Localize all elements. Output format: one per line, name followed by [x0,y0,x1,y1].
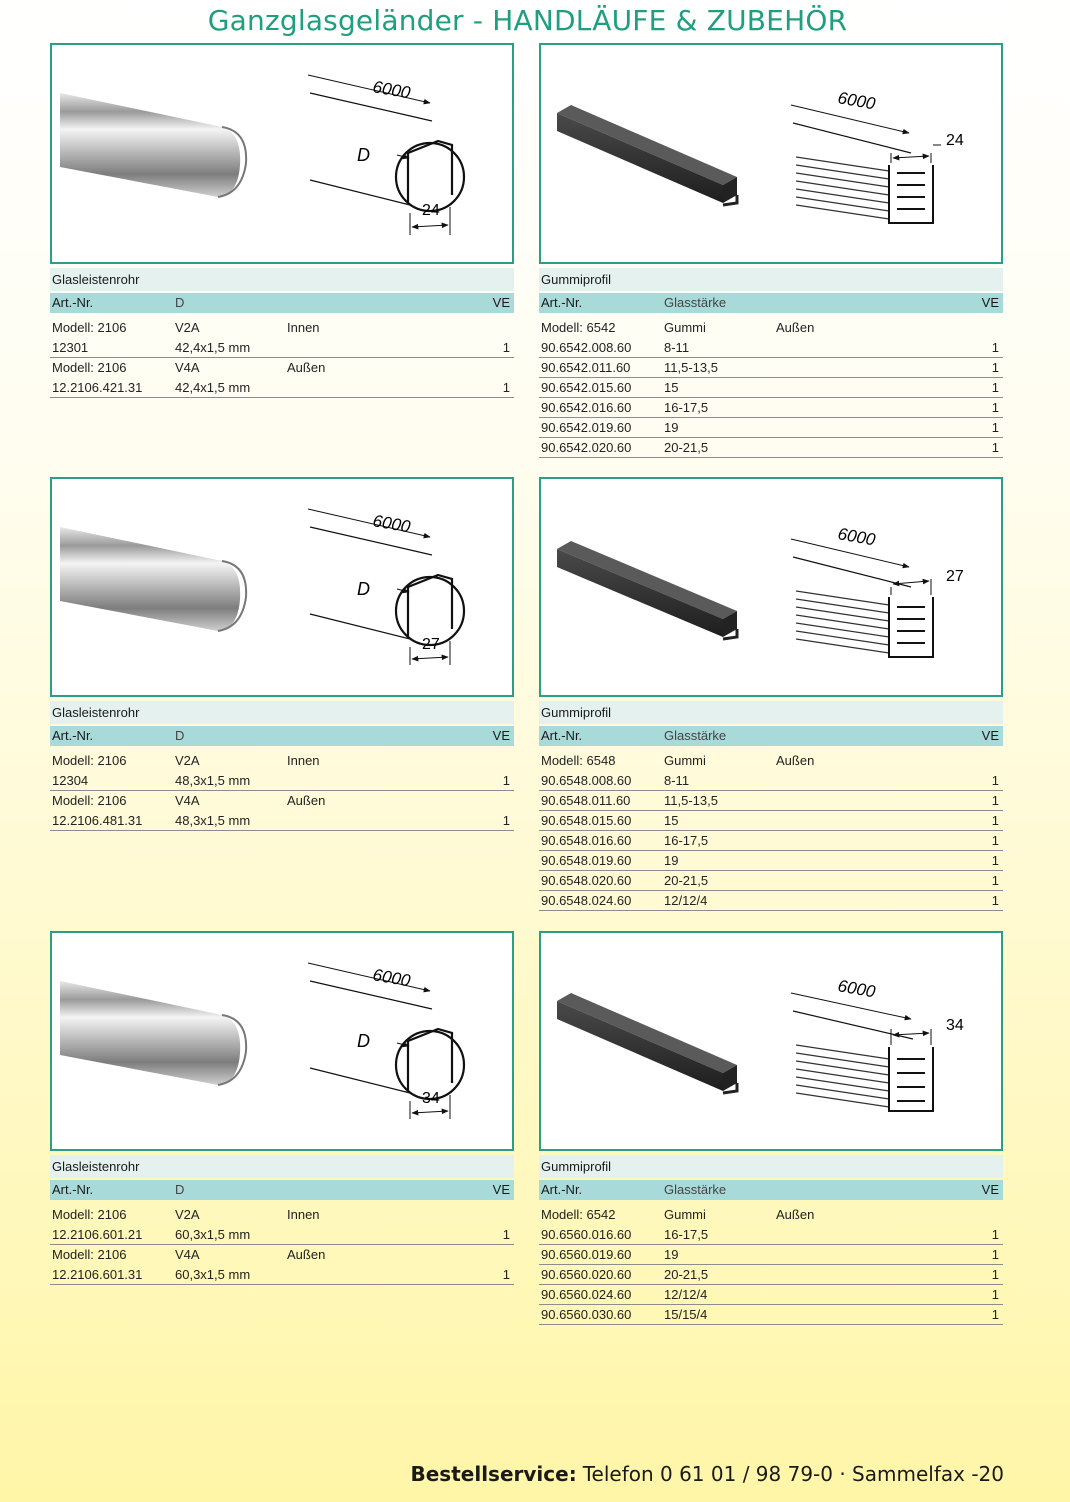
table-cell: 12301 [52,340,89,355]
table-cell: 90.6548.015.60 [541,813,632,828]
table-cell [474,791,514,811]
table-cell: 1 [991,833,999,848]
table-cell: Modell: 6542 [541,1207,616,1222]
table-cell [776,891,963,910]
table-cell: Modell: 6548 [541,753,616,768]
product-panel-glasleistenrohr-34 [50,931,514,1285]
rubber-profile-drawing [541,479,1001,695]
table-cell: Gummi [664,1207,706,1222]
header-blank [776,726,963,746]
table-cell [776,338,963,357]
header-ve: VE [492,295,510,310]
width-label: 34 [422,1090,440,1107]
table-cell: 12.2106.481.31 [52,813,143,828]
table-cell: 1 [502,1267,510,1282]
header-d: D [175,295,185,310]
table-cell: Modell: 2106 [52,753,127,768]
table-body [50,1205,514,1285]
table-cell: 1 [502,380,510,395]
table-cell: 1 [502,773,510,788]
table-row [539,751,1003,771]
width-label: 27 [422,636,440,653]
table-cell: Modell: 2106 [52,793,127,808]
table-cell: Innen [287,753,320,768]
table-cell: 16-17,5 [664,833,709,848]
table-cell: 12304 [52,773,89,788]
product-group-title: Glasleistenrohr [50,268,514,291]
order-service-footer [411,1462,1005,1486]
header-art-nr: Art.-Nr. [541,1182,583,1197]
table-cell: 90.6560.020.60 [541,1267,632,1282]
table-row [539,398,1003,418]
table-cell [287,811,474,830]
product-panel-glasleistenrohr-27 [50,477,514,831]
table-cell [287,378,474,397]
table-cell: Außen [776,1207,815,1222]
table-cell: 12/12/4 [664,893,708,908]
table-cell: 90.6542.019.60 [541,420,632,435]
product-panel-glasleistenrohr-24 [50,43,514,398]
header-art-nr: Art.-Nr. [52,728,94,743]
table-cell [776,771,963,790]
pipe-drawing [52,45,512,262]
table-cell [287,771,474,790]
width-label: 24 [946,132,964,149]
rubber-profile-drawing [541,933,1001,1149]
d-label: D [357,1031,370,1051]
table-header [539,293,1003,313]
table-cell: V4A [175,360,200,375]
table-row [50,318,514,338]
table-cell: 90.6542.020.60 [541,440,632,455]
table-cell [776,398,963,417]
table-cell: 20-21,5 [664,1267,709,1282]
table-cell: 48,3x1,5 mm [175,813,251,828]
table-row [539,1225,1003,1245]
header-ve: VE [492,1182,510,1197]
table-cell: 12.2106.601.21 [52,1227,143,1242]
table-cell [776,1285,963,1304]
table-cell: Modell: 2106 [52,1247,127,1262]
table-row [539,358,1003,378]
table-cell: 1 [991,813,999,828]
table-cell [474,358,514,378]
table-cell: 11,5-13,5 [664,793,718,808]
table-row [539,771,1003,791]
table-row [50,791,514,811]
table-header [539,726,1003,746]
table-cell [776,438,963,457]
table-row [50,1205,514,1225]
length-label: 6000 [371,965,412,991]
table-cell: 90.6542.011.60 [541,360,631,375]
table-cell: Modell: 2106 [52,320,127,335]
table-row [50,1265,514,1285]
table-cell: 19 [664,420,679,435]
table-cell: V2A [175,1207,200,1222]
header-blank [287,1180,474,1200]
table-cell: 90.6548.011.60 [541,793,631,808]
table-row [539,811,1003,831]
table-cell [963,318,1003,338]
width-label: 27 [946,568,964,585]
table-cell: 42,4x1,5 mm [175,340,251,355]
footer-contact: Telefon 0 61 01 / 98 79-0 · Sammelfax -20 [582,1462,1004,1486]
table-row [539,338,1003,358]
table-body [539,318,1003,458]
table-cell: Innen [287,1207,320,1222]
table-cell: 90.6548.019.60 [541,853,632,868]
rubber-profile-drawing [541,45,1001,262]
product-group-title: Glasleistenrohr [50,701,514,724]
product-group-title: Gummiprofil [539,701,1003,724]
header-art-nr: Art.-Nr. [541,728,583,743]
table-cell: 19 [664,1247,679,1262]
table-row [539,1285,1003,1305]
table-cell: 90.6548.020.60 [541,873,632,888]
table-row [539,438,1003,458]
footer-label: Bestellservice: [410,1462,577,1486]
table-cell: Innen [287,320,320,335]
table-cell [287,1265,474,1284]
pipe-drawing [52,479,512,695]
table-cell [776,378,963,397]
table-row [50,751,514,771]
table-cell: 1 [991,1267,999,1282]
header-blank [287,726,474,746]
table-cell: Außen [287,793,326,808]
width-label: 34 [946,1017,964,1034]
table-cell [474,1205,514,1225]
product-panel-gummiprofil-24 [539,43,1003,458]
table-body [539,1205,1003,1325]
table-cell [474,751,514,771]
table-row [539,1205,1003,1225]
table-cell: 15 [664,813,679,828]
table-row [539,851,1003,871]
header-ve: VE [981,1182,999,1197]
table-cell: 90.6542.015.60 [541,380,632,395]
table-cell: 1 [991,360,999,375]
table-cell [474,1245,514,1265]
table-cell [963,751,1003,771]
table-cell: 1 [991,1287,999,1302]
table-cell: V2A [175,320,200,335]
table-body [50,751,514,831]
table-cell [776,1305,963,1324]
table-cell: 90.6542.016.60 [541,400,632,415]
table-cell: 60,3x1,5 mm [175,1267,251,1282]
table-cell: Gummi [664,320,706,335]
table-row [539,1305,1003,1325]
table-row [50,358,514,378]
table-header [50,293,514,313]
header-art-nr: Art.-Nr. [52,1182,94,1197]
table-cell: 15/15/4 [664,1307,708,1322]
table-header [50,1180,514,1200]
table-cell: Modell: 2106 [52,360,127,375]
width-label: 24 [422,202,440,219]
table-cell [287,1225,474,1244]
table-cell [776,1225,963,1244]
header-glasstaerke: Glasstärke [664,1182,727,1197]
table-cell: Modell: 2106 [52,1207,127,1222]
table-cell: 1 [991,1307,999,1322]
table-cell: 1 [991,340,999,355]
header-blank [776,293,963,313]
d-label: D [357,145,370,165]
table-cell: V4A [175,1247,200,1262]
table-cell [776,1245,963,1264]
table-cell: 20-21,5 [664,440,709,455]
table-cell: Modell: 6542 [541,320,616,335]
table-cell: 1 [502,340,510,355]
table-cell: 90.6560.024.60 [541,1287,632,1302]
length-label: 6000 [371,511,412,537]
table-cell: 1 [991,400,999,415]
table-cell: 1 [991,420,999,435]
table-row [50,1245,514,1265]
table-cell: Außen [287,1247,326,1262]
table-cell: Außen [776,753,815,768]
table-cell: 90.6548.008.60 [541,773,632,788]
table-cell: Außen [776,320,815,335]
table-cell [963,1205,1003,1225]
table-row [50,771,514,791]
table-cell: 1 [991,1247,999,1262]
table-cell [776,871,963,890]
product-group-title: Glasleistenrohr [50,1155,514,1178]
table-cell: 16-17,5 [664,400,709,415]
table-row [539,891,1003,911]
table-cell: 15 [664,380,679,395]
table-row [539,791,1003,811]
header-ve: VE [981,728,999,743]
table-row [539,831,1003,851]
header-blank [287,293,474,313]
length-label: 6000 [836,524,877,550]
table-row [539,418,1003,438]
table-header [50,726,514,746]
product-image [539,43,1003,264]
table-cell: Außen [287,360,326,375]
table-cell: 1 [502,813,510,828]
table-cell: 12.2106.601.31 [52,1267,143,1282]
header-glasstaerke: Glasstärke [664,295,727,310]
table-cell: 11,5-13,5 [664,360,718,375]
table-cell [776,791,963,810]
table-cell: 19 [664,853,679,868]
table-row [539,378,1003,398]
product-image [539,477,1003,697]
table-cell: 90.6548.016.60 [541,833,632,848]
product-group-title: Gummiprofil [539,1155,1003,1178]
product-image [50,43,514,264]
table-row [50,378,514,398]
product-panel-gummiprofil-34 [539,931,1003,1325]
table-cell: 90.6542.008.60 [541,340,632,355]
table-row [539,1245,1003,1265]
table-row [50,1225,514,1245]
table-body [50,318,514,398]
table-cell: 1 [502,1227,510,1242]
table-cell [776,831,963,850]
table-cell: 42,4x1,5 mm [175,380,251,395]
header-d: D [175,728,185,743]
table-cell: 90.6560.030.60 [541,1307,632,1322]
table-cell [287,338,474,357]
product-image [50,931,514,1151]
table-cell: V4A [175,793,200,808]
header-ve: VE [981,295,999,310]
header-glasstaerke: Glasstärke [664,728,727,743]
table-cell [776,851,963,870]
header-art-nr: Art.-Nr. [52,295,94,310]
table-cell: 8-11 [664,340,690,355]
table-cell: 1 [991,893,999,908]
table-cell: 1 [991,773,999,788]
table-row [539,318,1003,338]
table-header [539,1180,1003,1200]
table-cell [776,811,963,830]
table-cell: 12/12/4 [664,1287,708,1302]
header-art-nr: Art.-Nr. [541,295,583,310]
product-group-title: Gummiprofil [539,268,1003,291]
page-title: Ganzglasgeländer - HANDLÄUFE & ZUBEHÖR [207,4,848,37]
table-cell: 1 [991,793,999,808]
table-cell [474,318,514,338]
table-cell [776,418,963,437]
table-row [539,1265,1003,1285]
table-cell: 1 [991,380,999,395]
table-cell: 1 [991,853,999,868]
product-panel-gummiprofil-27 [539,477,1003,911]
d-label: D [357,579,370,599]
table-cell: 12.2106.421.31 [52,380,143,395]
table-cell: 60,3x1,5 mm [175,1227,251,1242]
table-row [50,338,514,358]
table-cell: 1 [991,440,999,455]
table-cell: 1 [991,873,999,888]
table-row [539,871,1003,891]
header-blank [776,1180,963,1200]
product-image [50,477,514,697]
header-ve: VE [492,728,510,743]
table-cell: 90.6560.016.60 [541,1227,632,1242]
table-cell: 20-21,5 [664,873,709,888]
pipe-drawing [52,933,512,1149]
table-cell: 90.6548.024.60 [541,893,632,908]
product-image [539,931,1003,1151]
table-cell: 90.6560.019.60 [541,1247,632,1262]
length-label: 6000 [836,976,877,1002]
length-label: 6000 [836,88,877,114]
table-body [539,751,1003,911]
table-cell: 8-11 [664,773,690,788]
table-cell: 1 [991,1227,999,1242]
table-cell [776,358,963,377]
header-d: D [175,1182,185,1197]
table-cell: V2A [175,753,200,768]
table-cell [776,1265,963,1284]
table-cell: 48,3x1,5 mm [175,773,251,788]
table-row [50,811,514,831]
table-cell: Gummi [664,753,706,768]
table-cell: 16-17,5 [664,1227,709,1242]
length-label: 6000 [371,77,412,103]
